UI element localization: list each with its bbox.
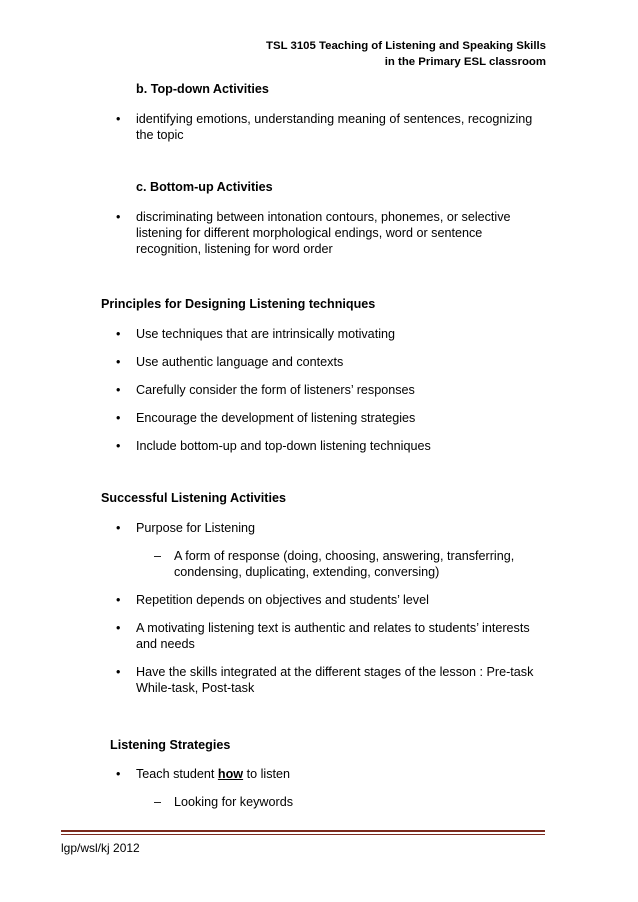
header-course-title: TSL 3105 Teaching of Listening and Speaking Skills [266, 40, 546, 52]
strategies-item-pre: Teach student [136, 767, 218, 781]
topdown-heading: b. Top-down Activities [136, 82, 269, 96]
bottomup-heading: c. Bottom-up Activities [136, 180, 273, 194]
topdown-bullet-line: identifying emotions, understanding meaning of sentences, recognizing [136, 112, 533, 126]
bullet-icon: • [116, 210, 121, 224]
bullet-icon: • [116, 355, 121, 369]
successful-subitem-line: condensing, duplicating, extending, conversing) [174, 565, 440, 579]
successful-subitem-line: A form of response (doing, choosing, answering, transferring, [174, 549, 515, 563]
footer-text: lgp/wsl/kj 2012 [61, 841, 140, 855]
footer-divider [61, 834, 545, 835]
bottomup-bullet-line: listening for different morphological endings, word or sentence [136, 226, 483, 240]
bottomup-bullet-line: discriminating between intonation contours, phonemes, or selective [136, 210, 511, 224]
footer-divider [61, 830, 545, 832]
bullet-icon: • [116, 411, 121, 425]
bullet-icon: • [116, 327, 121, 341]
successful-item-text [136, 620, 548, 652]
successful-item-line: While-task, Post-task [136, 681, 255, 695]
topdown-bullet-line: the topic [136, 128, 184, 142]
dash-icon: – [154, 549, 162, 563]
successful-item-text: Purpose for Listening [136, 521, 256, 535]
strategies-heading: Listening Strategies [110, 738, 231, 752]
successful-heading: Successful Listening Activities [101, 491, 286, 505]
strategies-item-post: to listen [243, 767, 291, 781]
principles-item-text: Use techniques that are intrinsically motivating [136, 327, 395, 341]
bottomup-bullet-line: recognition, listening for word order [136, 242, 333, 256]
topdown-bullet-text [136, 111, 548, 143]
bullet-icon: • [116, 383, 121, 397]
strategies-item-text [136, 766, 548, 782]
header-course-subtitle: in the Primary ESL classroom [384, 56, 546, 68]
successful-item-line: A motivating listening text is authentic and relates to students’ interests [136, 621, 530, 635]
bottomup-bullet-text [136, 209, 548, 257]
bullet-icon: • [116, 621, 121, 635]
dash-icon: – [154, 795, 162, 809]
strategies-subitem-text: Looking for keywords [174, 795, 294, 809]
bullet-icon: • [116, 521, 121, 535]
successful-subitem-text [174, 548, 544, 580]
bullet-icon: • [116, 593, 121, 607]
strategies-item-emphasis: how [217, 767, 244, 781]
successful-item-text: Repetition depends on objectives and students’ level [136, 593, 429, 607]
successful-item-line: and needs [136, 637, 195, 651]
bullet-icon: • [116, 665, 121, 679]
bullet-icon: • [116, 767, 121, 781]
successful-item-text [136, 664, 548, 696]
principles-item-text: Carefully consider the form of listeners’ responses [136, 383, 415, 397]
bullet-icon: • [116, 112, 121, 126]
principles-item-text: Encourage the development of listening strategies [136, 411, 416, 425]
successful-item-line: Have the skills integrated at the different stages of the lesson : Pre-task [136, 665, 534, 679]
principles-heading: Principles for Designing Listening techniques [101, 297, 376, 311]
principles-item-text: Include bottom-up and top-down listening techniques [136, 439, 431, 453]
page-header [266, 38, 546, 70]
principles-item-text: Use authentic language and contexts [136, 355, 344, 369]
bullet-icon: • [116, 439, 121, 453]
